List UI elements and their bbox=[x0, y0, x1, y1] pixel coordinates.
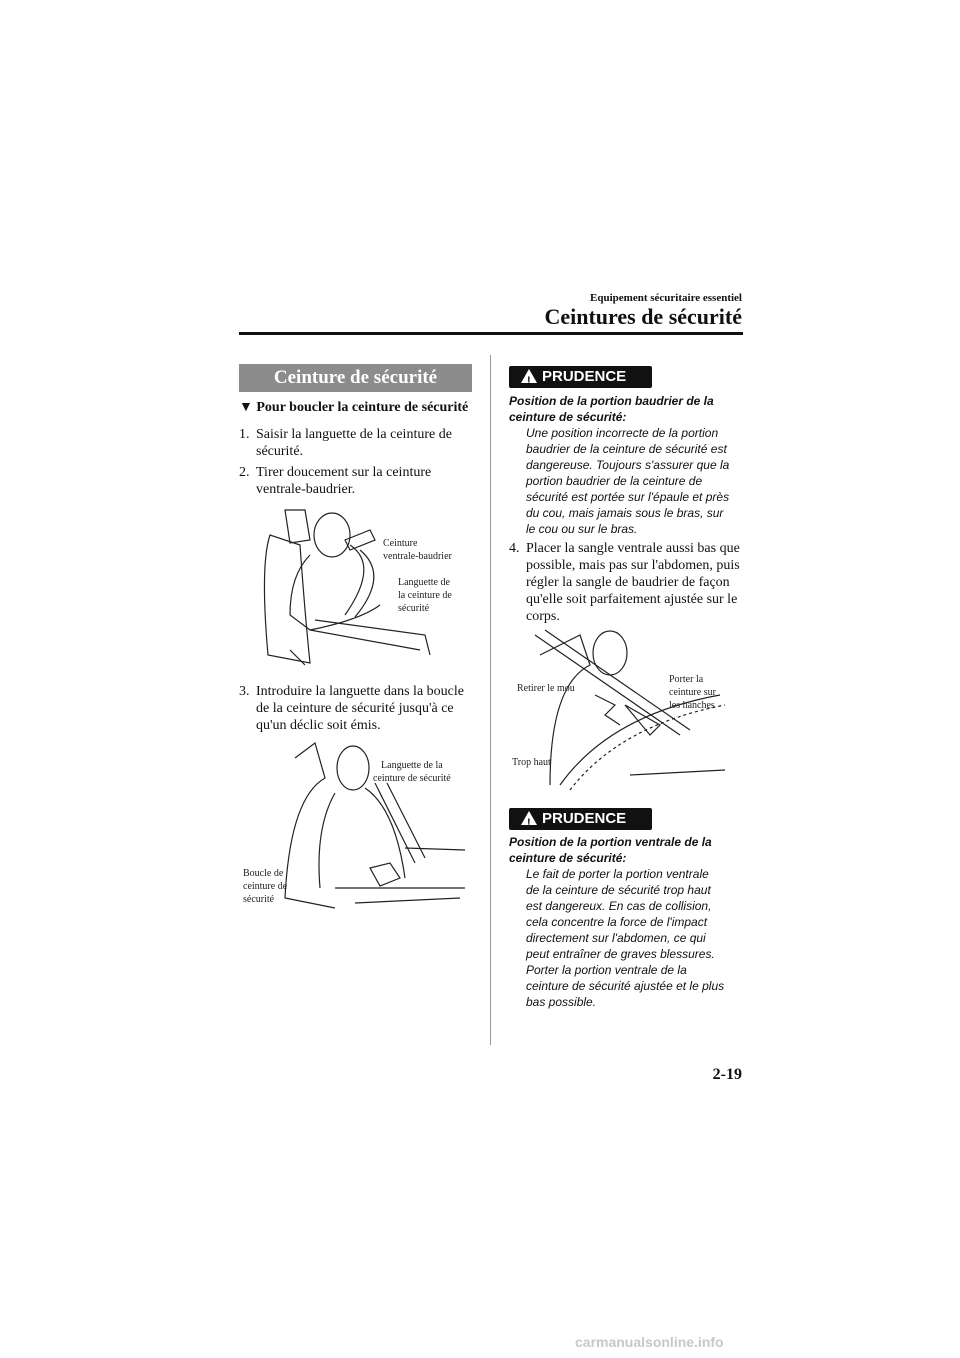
warning-icon bbox=[521, 369, 537, 383]
column-divider bbox=[490, 355, 491, 1045]
warning-icon bbox=[521, 811, 537, 825]
watermark: carmanualsonline.info bbox=[575, 1334, 724, 1350]
header-rule bbox=[239, 332, 743, 335]
label-tongue-2: Languette de la ceinture de sécurité bbox=[373, 760, 451, 784]
step-1 bbox=[239, 426, 479, 460]
step-4 bbox=[509, 540, 754, 625]
step-line: Introduire la languette dans la boucle bbox=[256, 684, 464, 699]
page-number: 2-19 bbox=[712, 1066, 742, 1083]
step-line: Tirer doucement sur la ceinture bbox=[256, 465, 432, 480]
section-banner: Ceinture de sécurité bbox=[239, 364, 472, 392]
subheading-text: Pour boucler la ceinture de sécurité bbox=[256, 400, 469, 415]
caution-badge: !PRUDENCE bbox=[509, 808, 652, 830]
step-3 bbox=[239, 683, 479, 734]
label-buckle: Boucle de ceinture de sécurité bbox=[243, 868, 288, 905]
step-2 bbox=[239, 464, 479, 498]
section-header: Equipement sécuritaire essentiel bbox=[590, 292, 742, 304]
step-line: possible, mais pas sur l'abdomen, puis bbox=[526, 558, 740, 573]
label-too-high: Trop haut bbox=[512, 757, 551, 768]
step-line: qu'elle soit parfaitement ajustée sur le bbox=[526, 592, 738, 607]
step-line: Placer la sangle ventrale aussi bas que bbox=[526, 541, 740, 556]
step-line: régler la sangle de baudrier de façon bbox=[526, 575, 730, 590]
subheading bbox=[239, 400, 468, 416]
label-belt: Ceinture ventrale-baudrier bbox=[383, 538, 452, 562]
page-title: Ceintures de sécurité bbox=[544, 304, 742, 329]
step-number: 3. bbox=[239, 684, 250, 699]
label-hips: Porter la ceinture sur les hanches bbox=[669, 674, 716, 711]
step-number: 1. bbox=[239, 427, 250, 442]
step-number: 2. bbox=[239, 465, 250, 480]
step-number: 4. bbox=[509, 541, 520, 556]
step-line: corps. bbox=[526, 609, 560, 624]
triangle-marker-icon: ▼ bbox=[239, 400, 253, 415]
step-line: Saisir la languette de la ceinture de bbox=[256, 427, 452, 442]
caution-lap-belt: Position de la portion ventrale de la ceinture de sécurité: Le fait de porter la portion ventrale de la ceinture de sécurité trop haut est dangereux. En cas de collision, cela concentre la force de l'impact directement sur l'abdomen, ce qui peut entraîner de graves blessures. Porter la portion ventrale de la ceinture de sécurité ajustée et le plus bas possible. bbox=[509, 835, 725, 1009]
caution-badge: !PRUDENCE bbox=[509, 366, 652, 388]
label-tongue: Languette de la ceinture de sécurité bbox=[398, 577, 452, 614]
step-line: qu'un déclic soit émis. bbox=[256, 718, 381, 733]
step-line: de la ceinture de sécurité jusqu'à ce bbox=[256, 701, 454, 716]
label-slack: Retirer le mou bbox=[517, 683, 575, 694]
caution-shoulder-belt: Position de la portion baudrier de la ceinture de sécurité: Une position incorrecte de la portion baudrier de la ceinture de sécurité est dangereuse. Toujours s'assurer que la portion baudrier de la ceinture de sécurité est portée sur l'épaule et près du cou, mais jamais sous le bras, sur le cou ou sur le bras. bbox=[509, 394, 730, 536]
step-line: sécurité. bbox=[256, 444, 304, 459]
step-line: ventrale-baudrier. bbox=[256, 482, 356, 497]
